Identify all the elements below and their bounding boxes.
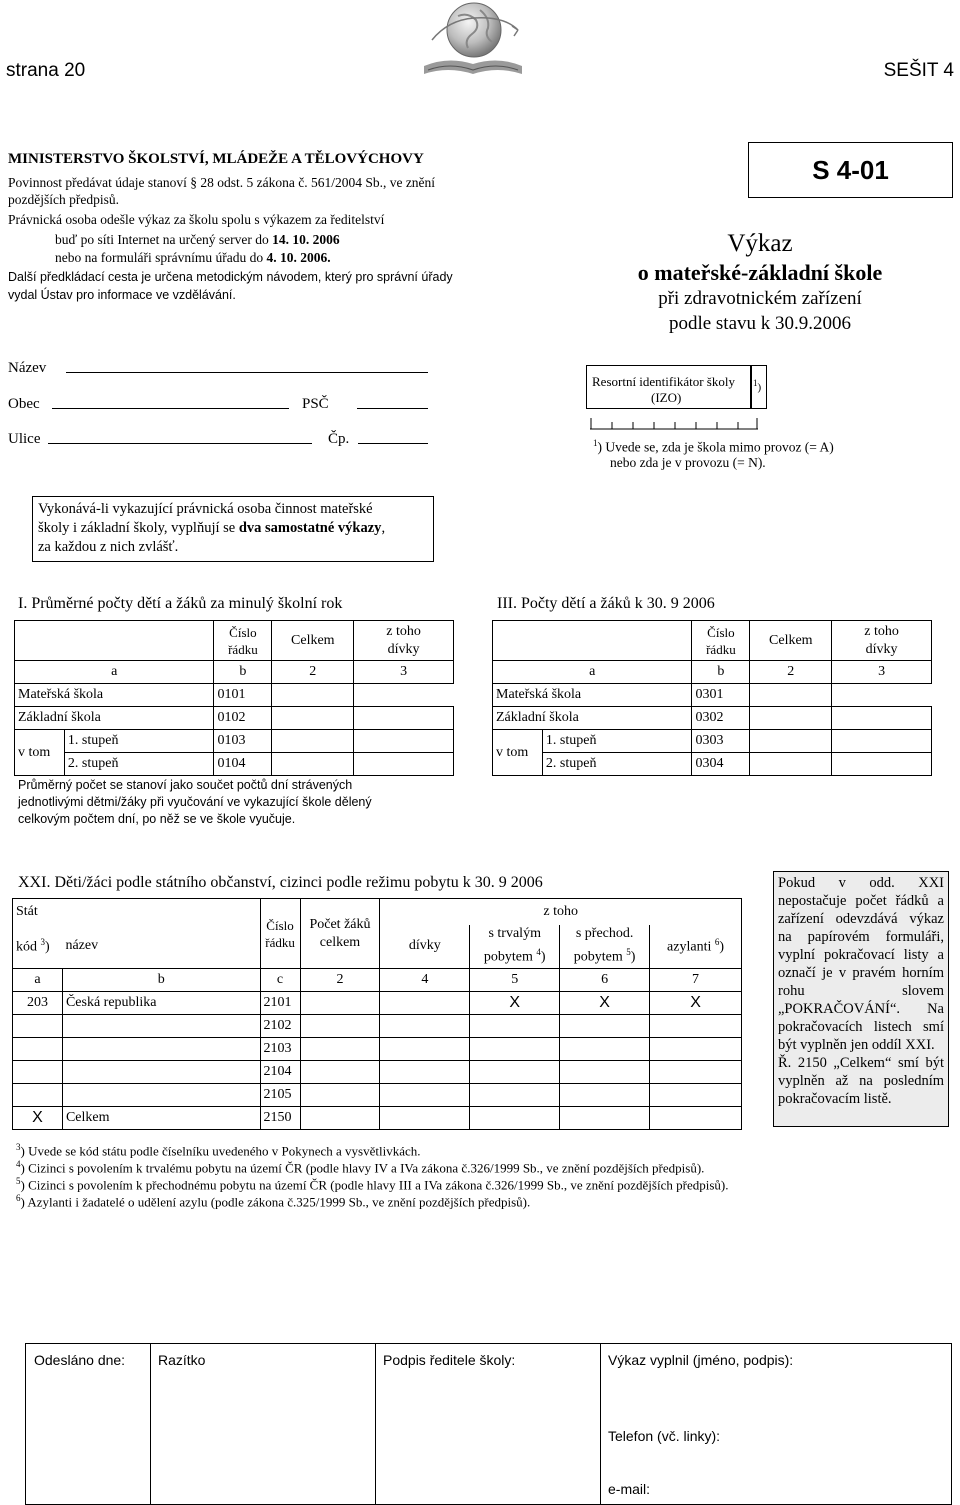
section3-code-2: 2 bbox=[750, 661, 832, 684]
section21-cell-perm[interactable] bbox=[470, 1015, 560, 1038]
section3-cell-girls[interactable] bbox=[832, 730, 932, 753]
section21-cell-temp[interactable] bbox=[560, 1061, 650, 1084]
section21-col-number: Číslo řádku bbox=[260, 899, 300, 969]
izo-label-2: (IZO) bbox=[651, 390, 682, 405]
section21-cell-asylum[interactable] bbox=[650, 1038, 742, 1061]
section3-col-number: Číslo řádku bbox=[692, 621, 750, 661]
booklet-label: SEŠIT 4 bbox=[883, 60, 954, 81]
section1-cell-girls[interactable] bbox=[354, 707, 454, 730]
phone-field[interactable]: Telefon (vč. linky): bbox=[608, 1428, 721, 1444]
section1-col-number: Číslo řádku bbox=[214, 621, 272, 661]
section1-note-3: celkovým počtem dní, po něž se ve škole vyučuje. bbox=[18, 812, 296, 826]
section21-cell-perm[interactable] bbox=[470, 1061, 560, 1084]
section21-cell-girls[interactable] bbox=[380, 1107, 470, 1130]
form-title-1: Výkaz bbox=[727, 230, 793, 257]
section21-code-7: 7 bbox=[650, 969, 742, 992]
section3-title: III. Počty dětí a žáků k 30. 9 2006 bbox=[497, 595, 715, 612]
section21-side-note bbox=[773, 871, 949, 1127]
send-line-3: nebo na formuláři správnímu úřadu do 4. 10. 2006. bbox=[55, 250, 331, 265]
footnote-4: $^4$) Cizinci s povolením k trvalému pobytu na území ČR (podle hlavy IV a IVa zákona č.326/1999 Sb., ve znění pozdějších předpisů). bbox=[16, 1159, 705, 1176]
section3-row-code: 0301 bbox=[692, 684, 750, 707]
section21-col-temp: s přechod. pobytem $^5$) bbox=[560, 925, 650, 969]
name-field[interactable] bbox=[66, 372, 428, 373]
section3-cell-total[interactable] bbox=[750, 707, 832, 730]
section21-cell-asylum[interactable] bbox=[650, 1084, 742, 1107]
izo-label-1: Resortní identifikátor školy bbox=[592, 374, 735, 389]
section1-cell-girls[interactable] bbox=[354, 730, 454, 753]
zip-label: PSČ bbox=[302, 396, 329, 412]
section1-sub-label: 2. stupeň bbox=[64, 753, 214, 776]
section21-code-5: 5 bbox=[470, 969, 560, 992]
section1-code-3: 3 bbox=[354, 661, 454, 684]
section21-cell-code[interactable] bbox=[13, 1084, 63, 1107]
section1-cell-total[interactable] bbox=[272, 684, 354, 707]
section21-cell-name[interactable] bbox=[62, 1015, 260, 1038]
form-title-2: o mateřské-základní škole bbox=[637, 260, 883, 285]
section21-cross-perm: X bbox=[470, 992, 560, 1015]
section21-cell-perm[interactable] bbox=[470, 1038, 560, 1061]
section1-sub-code: 0104 bbox=[214, 753, 272, 776]
street-field[interactable] bbox=[48, 443, 312, 444]
side-note-text: Pokud v odd. XXI nepostačuje počet řádků a zařízení odevzdává výkaz na papírovém formuláři, vyplní pokračovací listy a označí je v pravém horním rohu slovem „POKRAČOVÁNÍ“. Na pokračovacích listech smí být vyplněn jen oddíl XXI. bbox=[778, 875, 944, 1053]
section21-code-c: c bbox=[260, 969, 300, 992]
section1-title: I. Průměrné počty dětí a žáků za minulý školní rok bbox=[18, 595, 343, 612]
form-title-3: při zdravotnickém zařízení bbox=[658, 288, 862, 309]
duty-line-2: pozdějších předpisů. bbox=[8, 192, 119, 207]
form-code-box bbox=[748, 142, 953, 198]
section21-cell-count[interactable] bbox=[300, 1015, 380, 1038]
section21-col-perm: s trvalým pobytem $^4$) bbox=[470, 925, 560, 969]
section21-code-6: 6 bbox=[560, 969, 650, 992]
stamp-field[interactable]: Razítko bbox=[158, 1352, 206, 1368]
section21-col-state: Stát bbox=[13, 899, 261, 925]
section1-row-code: 0101 bbox=[214, 684, 272, 707]
section21-col-count: Počet žáků celkem bbox=[300, 899, 380, 969]
section3-vtom: v tom bbox=[493, 730, 543, 776]
notice-line-1: Vykonává-li vykazující právnická osoba činnost mateřské bbox=[38, 501, 373, 517]
section1-vtom: v tom bbox=[15, 730, 65, 776]
section21-row-number: 2105 bbox=[260, 1084, 300, 1107]
section3-table bbox=[492, 620, 932, 776]
section3-cell-girls[interactable] bbox=[832, 753, 932, 776]
section1-sub-label: 1. stupeň bbox=[64, 730, 214, 753]
side-note-text-2: Ř. 2150 „Celkem“ smí být vyplněn až na posledním pokračovacím listě. bbox=[778, 1055, 944, 1107]
section3-row-label: Základní škola bbox=[493, 707, 692, 730]
section1-table bbox=[14, 620, 454, 776]
section21-cell-count[interactable] bbox=[300, 1061, 380, 1084]
section21-cell-asylum[interactable] bbox=[650, 1107, 742, 1130]
section21-cell-name[interactable] bbox=[62, 1084, 260, 1107]
section1-cell-total[interactable] bbox=[272, 753, 354, 776]
section3-col-girls: z toho dívky bbox=[832, 621, 932, 661]
section3-header-blank bbox=[493, 621, 692, 661]
section21-cell-name[interactable] bbox=[62, 1061, 260, 1084]
name-label: Název bbox=[8, 360, 47, 376]
section1-col-total: Celkem bbox=[272, 621, 354, 661]
section3-row-label: Mateřská škola bbox=[493, 684, 692, 707]
section3-code-b: b bbox=[692, 661, 750, 684]
section21-cell-name[interactable] bbox=[62, 1038, 260, 1061]
section21-code-a: a bbox=[13, 969, 63, 992]
section21-cell-temp[interactable] bbox=[560, 1038, 650, 1061]
filled-by-field[interactable]: Výkaz vyplnil (jméno, podpis): bbox=[608, 1352, 794, 1368]
section1-note-2: jednotlivými dětmi/žáky při vyučování ve vykazující škole dělený bbox=[18, 795, 372, 809]
form-code: S 4-01 bbox=[812, 154, 889, 185]
section21-cell-count[interactable] bbox=[300, 1084, 380, 1107]
section21-row-number: 2103 bbox=[260, 1038, 300, 1061]
izo-label-box bbox=[586, 365, 752, 409]
section21-col-of-which: z toho bbox=[380, 899, 742, 925]
section21-row-number: 2101 bbox=[260, 992, 300, 1015]
section21-row-number: 2104 bbox=[260, 1061, 300, 1084]
section1-note-1: Průměrný počet se stanoví jako součet počtů dní strávených bbox=[18, 778, 353, 792]
section21-cell-girls[interactable] bbox=[380, 1084, 470, 1107]
section1-row-label: Mateřská škola bbox=[15, 684, 214, 707]
footnote-6: $^6$) Azylanti i žadatelé o udělení azylu (podle zákona č.325/1999 Sb., ve znění pozdějších předpisů). bbox=[16, 1193, 531, 1210]
ministry-name: MINISTERSTVO ŠKOLSTVÍ, MLÁDEŽE A TĚLOVÝCHOVY bbox=[8, 151, 424, 167]
section21-cell-code[interactable] bbox=[13, 1038, 63, 1061]
send-line-1: Právnická osoba odešle výkaz za školu spolu s výkazem za ředitelství bbox=[8, 212, 385, 227]
section21-cross-temp: X bbox=[560, 992, 650, 1015]
section21-cell-asylum[interactable] bbox=[650, 1015, 742, 1038]
section21-cell-count[interactable] bbox=[300, 1107, 380, 1130]
section1-row-label: Základní škola bbox=[15, 707, 214, 730]
path-line-2: vydal Ústav pro informace ve vzdělávání. bbox=[8, 288, 236, 302]
section3-row-code: 0302 bbox=[692, 707, 750, 730]
footnote-5: $^5$) Cizinci s povolením k přechodnému pobytu na území ČR (podle hlavy III a IVa zákona č.326/1999 Sb., ve znění pozdějších předpisů). bbox=[16, 1176, 729, 1193]
section1-code-2: 2 bbox=[272, 661, 354, 684]
section21-row-number: 2102 bbox=[260, 1015, 300, 1038]
izo-note-1: $^1$) Uvede se, zda je škola mimo provoz (= A) bbox=[593, 438, 834, 455]
number-label: Čp. bbox=[328, 431, 350, 447]
section21-cell-perm[interactable] bbox=[470, 1084, 560, 1107]
izo-digit-boxes[interactable] bbox=[590, 412, 765, 430]
section1-cell-empty bbox=[354, 684, 454, 707]
section3-cell-total[interactable] bbox=[750, 730, 832, 753]
section3-sub-code: 0304 bbox=[692, 753, 750, 776]
signature-table bbox=[25, 1343, 952, 1505]
section21-cell-count[interactable] bbox=[300, 992, 380, 1015]
email-field[interactable]: e-mail: bbox=[608, 1481, 651, 1497]
form-title-4: podle stavu k 30.9.2006 bbox=[668, 313, 852, 334]
director-signature-field[interactable]: Podpis ředitele školy: bbox=[383, 1352, 516, 1368]
duty-line-1: Povinnost předávat údaje stanoví § 28 odst. 5 zákona č. 561/2004 Sb., ve znění bbox=[8, 175, 436, 190]
section21-row-name: Česká republika bbox=[62, 992, 260, 1015]
section21-cell-perm[interactable] bbox=[470, 1107, 560, 1130]
notice-box bbox=[32, 496, 434, 562]
globe-logo-icon bbox=[418, 0, 528, 82]
section21-title: XXI. Děti/žáci podle státního občanství, cizinci podle režimu pobytu k 30. 9 2006 bbox=[18, 874, 543, 891]
section21-total-code: X bbox=[13, 1107, 63, 1130]
section3-sub-code: 0303 bbox=[692, 730, 750, 753]
section3-sub-label: 1. stupeň bbox=[542, 730, 692, 753]
section1-row-code: 0102 bbox=[214, 707, 272, 730]
section21-cell-temp[interactable] bbox=[560, 1015, 650, 1038]
section21-cell-temp[interactable] bbox=[560, 1084, 650, 1107]
section21-col-code: kód $^3$) bbox=[13, 925, 63, 969]
section1-code-a: a bbox=[15, 661, 214, 684]
section1-col-girls: z toho dívky bbox=[354, 621, 454, 661]
section1-cell-girls[interactable] bbox=[354, 753, 454, 776]
section1-cell-total[interactable] bbox=[272, 707, 354, 730]
izo-flag-box[interactable] bbox=[750, 365, 767, 409]
section3-cell-total[interactable] bbox=[750, 684, 832, 707]
section3-code-3: 3 bbox=[832, 661, 932, 684]
section1-sub-code: 0103 bbox=[214, 730, 272, 753]
section21-total-number: 2150 bbox=[260, 1107, 300, 1130]
section21-code-4: 4 bbox=[380, 969, 470, 992]
section1-cell-total[interactable] bbox=[272, 730, 354, 753]
section3-cell-girls[interactable] bbox=[832, 707, 932, 730]
section21-cell-count[interactable] bbox=[300, 1038, 380, 1061]
path-line-1: Další předkládací cesta je určena metodickým návodem, který pro správní úřady bbox=[8, 270, 453, 284]
notice-line-3: za každou z nich zvlášť. bbox=[38, 539, 179, 555]
zip-field[interactable] bbox=[357, 408, 428, 409]
section21-cross-asylum: X bbox=[650, 992, 742, 1015]
section21-code-2: 2 bbox=[300, 969, 380, 992]
section21-cell-asylum[interactable] bbox=[650, 1061, 742, 1084]
izo-note-2: nebo zda je v provozu (= N). bbox=[610, 455, 766, 470]
section21-col-girls: dívky bbox=[380, 925, 470, 969]
section21-cell-temp[interactable] bbox=[560, 1107, 650, 1130]
section21-row-code: 203 bbox=[13, 992, 63, 1015]
send-line-2: buď po síti Internet na určený server do 14. 10. 2006 bbox=[55, 232, 340, 247]
street-label: Ulice bbox=[8, 431, 41, 447]
section21-table bbox=[12, 898, 742, 1130]
section21-cell-girls[interactable] bbox=[380, 1015, 470, 1038]
page-label: strana 20 bbox=[6, 60, 86, 81]
section21-cell-code[interactable] bbox=[13, 1061, 63, 1084]
section21-col-asylum: azylanti $^6$) bbox=[650, 925, 742, 969]
sent-date-field[interactable]: Odesláno dne: bbox=[34, 1352, 126, 1368]
section21-cell-girls[interactable] bbox=[380, 1061, 470, 1084]
city-field[interactable] bbox=[52, 408, 289, 409]
section3-sub-label: 2. stupeň bbox=[542, 753, 692, 776]
section21-total-name: Celkem bbox=[62, 1107, 260, 1130]
city-label: Obec bbox=[8, 396, 40, 412]
section21-cell-code[interactable] bbox=[13, 1015, 63, 1038]
section3-cell-total[interactable] bbox=[750, 753, 832, 776]
notice-line-2: školy i základní školy, vyplňují se dva samostatné výkazy, bbox=[38, 520, 386, 536]
section21-cell-girls[interactable] bbox=[380, 1038, 470, 1061]
section21-code-b: b bbox=[62, 969, 260, 992]
section21-cell-girls[interactable] bbox=[380, 992, 470, 1015]
section1-header-blank bbox=[15, 621, 214, 661]
section3-code-a: a bbox=[493, 661, 692, 684]
number-field[interactable] bbox=[358, 443, 428, 444]
izo-flag-marker: $^1$) bbox=[753, 378, 762, 394]
footnote-3: $^3$) Uvede se kód státu podle číselníku uvedeného v Pokynech a vysvětlivkách. bbox=[16, 1142, 421, 1159]
section21-col-name: název bbox=[62, 925, 260, 969]
section1-code-b: b bbox=[214, 661, 272, 684]
section3-col-total: Celkem bbox=[750, 621, 832, 661]
section3-cell-empty bbox=[832, 684, 932, 707]
